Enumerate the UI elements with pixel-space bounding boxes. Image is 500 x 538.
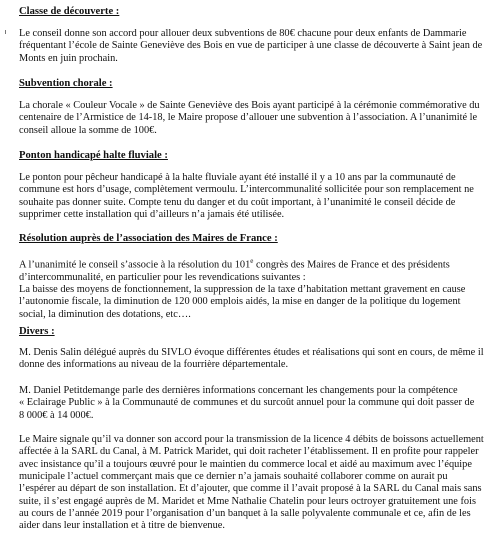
text-line: l’autonomie fiscale, la diminution de 120 000 emplois aidés, la mise en danger de la politique du logement <box>19 296 461 308</box>
section-heading-subvention-chorale: Subvention chorale : <box>19 78 113 89</box>
text-line: La baisse des moyens de fonctionnement, la suppression de la taxe d’habitation mettant gravement en cause <box>19 284 466 296</box>
text-line: Le ponton pour pêcheur handicapé à la halte fluviale ayant été installé il y a 10 ans par la communauté de <box>19 172 456 183</box>
section-heading-ponton: Ponton handicapé halte fluviale : <box>19 150 168 161</box>
text-line: Monts en juin prochain. <box>19 52 118 64</box>
paragraph-divers-petitdemange <box>19 385 484 422</box>
text-line: aider dans leur installation et à titre de bienvenue. <box>19 520 225 532</box>
text-line: Le Maire signale qu’il va donner son accord pour la transmission de la licence 4 débits de boissons actuellement <box>19 434 484 445</box>
text-line: Le conseil donne son accord pour allouer deux subventions de 80€ chacune pour deux enfants de Dammarie <box>19 28 467 39</box>
paragraph-divers-maire <box>19 434 484 533</box>
text-line: affectée à la SARL du Canal, à M. Patrick Maridet, qui doit racheter l’établissement. Il en profite pour rappeler <box>19 446 479 458</box>
text-line: « Eclairage Public » à la Communauté de communes et du surcoût annuel pour la commune qui doit passer de <box>19 397 475 409</box>
text-line: municipale l’actuel commerçant mais que ce dernier n’a jamais souhaité collaborer comme on aurait pu <box>19 471 448 483</box>
text-line: fréquentant l’école de Sainte Geneviève des Bois en vue de participer à une classe de découverte à Saint jean de <box>19 40 483 52</box>
text-line: A l’unanimité le conseil s’associe à la résolution du 101e congrès des Maires de France et des présidents <box>19 257 450 271</box>
paragraph-classe-decouverte <box>19 28 484 65</box>
section-heading-divers: Divers : <box>19 326 55 337</box>
text-line: l’espérer au départ de son installation. Et d’ajouter, que comme il l’avait proposé à la SARL du Canal mais sans <box>19 483 482 495</box>
text-line: M. Denis Salin délégué auprès du SIVLO évoque différentes études et réalisations qui sont en cours, de même il <box>19 347 484 358</box>
text-line: souhaite pas donner suite. Compte tenu du danger et du coût important, à l’unanimité le conseil décide de <box>19 196 456 208</box>
section-heading-resolution-maires: Résolution auprès de l’association des Maires de France : <box>19 233 278 244</box>
margin-mark <box>5 30 6 34</box>
text-line: social, la diminution des dotations, etc…. <box>19 308 191 320</box>
text-line: donne des informations au niveau de la fourrière départementale. <box>19 359 289 371</box>
text-line: M. Daniel Petitdemange parle des dernières informations concernant les changements pour la compétence <box>19 385 458 396</box>
paragraph-divers-salin <box>19 347 484 372</box>
text-line: supprimer cette installation qui d’ailleurs n’a jamais été utilisée. <box>19 209 285 221</box>
text-line: La chorale « Couleur Vocale » de Sainte Geneviève des Bois ayant participé à la cérémonie commémorative du <box>19 100 480 111</box>
paragraph-resolution-maires <box>19 255 484 321</box>
text-line: suite, il s’est engagé auprès de M. Maridet et Mme Nathalie Chatelin pour leurs octroyer gratuitement une fois <box>19 495 476 507</box>
text-line: 8 000€ à 14 000€. <box>19 409 94 421</box>
text-line: conseil alloue la somme de 100€. <box>19 124 157 136</box>
text-line: d’intercommunalité, en particulier pour les revendications suivantes : <box>19 271 306 283</box>
paragraph-ponton <box>19 172 484 221</box>
text-line: avec insistance qu’il a toujours œuvré pour le maintien du commerce local et aidé au maximum avec l’équipe <box>19 458 472 470</box>
section-heading-classe-decouverte: Classe de découverte : <box>19 6 120 17</box>
text-line: centenaire de l’Armistice de 14-18, le Maire propose d’allouer une subvention à l’association. A l’unanimité le <box>19 112 478 124</box>
text-line: au cours de l’année 2019 pour l’organisation d’un banquet à la salle polyvalente communale et ce, afin de les <box>19 508 471 520</box>
paragraph-subvention-chorale <box>19 100 484 137</box>
text-line: commune est hors d’usage, complètement vermoulu. L’intercommunalité sollicitée pour son remplacement ne <box>19 184 474 196</box>
